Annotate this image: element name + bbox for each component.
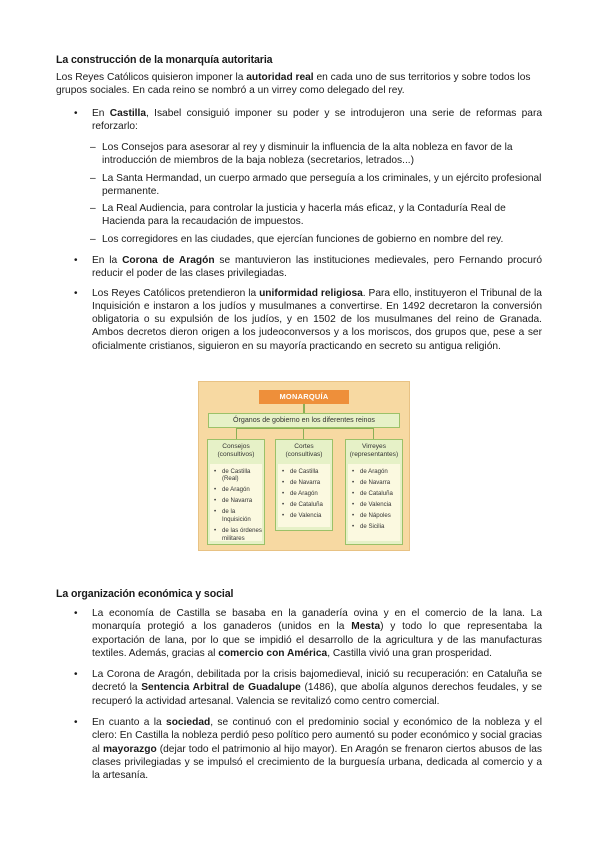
connector-line (236, 428, 374, 429)
monarquia-bullets-1 (56, 107, 542, 134)
bold-uniformidad: uniformidad religiosa (259, 287, 363, 299)
text: , Isabel consiguió imponer su poder y se introdujeron una serie de reformas para reforzarlo: (92, 108, 542, 133)
dash-item (90, 233, 542, 246)
list-item: • de Navarra (278, 479, 330, 487)
text: ) y todo lo que representaba la exportación de lana, por lo que se impidió el desarrollo de la agricultura y de las manufacturas textiles. Además, gracias al (92, 621, 542, 659)
intro-text-end: en cada uno de sus territorios y sobre todos los grupos sociales. En cada reino se nombró a un virrey como delegado del rey. (56, 72, 531, 97)
list-item: • de las órdenes militares (210, 527, 262, 542)
diagram-column-cortes (275, 439, 333, 531)
dash-item (90, 141, 542, 168)
list-item: • de Navarra (210, 497, 262, 505)
text: , Castilla vivió una gran prosperidad. (327, 647, 492, 659)
column-subtitle: (consultivos) (217, 451, 255, 458)
column-title: Virreyes (361, 443, 387, 450)
column-subtitle: (representantes) (349, 451, 399, 458)
bold-castilla: Castilla (109, 108, 146, 119)
section-title-economia: La organización económica y social (56, 588, 234, 600)
list-item: • de Valencia (278, 512, 330, 520)
bold-comercio-america: comercio con América (218, 647, 328, 659)
column-body (348, 464, 400, 541)
bold-corona-aragon: Corona de Aragón (122, 255, 215, 266)
list-item: • de Aragón (278, 490, 330, 498)
column-subtitle: (consultivas) (285, 451, 323, 458)
column-header (276, 440, 332, 462)
text: se mantuvieron las instituciones medievales, pero Fernando procuró reducir el poder de las clases privilegiadas. (92, 255, 542, 280)
column-title: Cortes (294, 443, 314, 450)
dash-mark: – (90, 172, 96, 184)
text: En (92, 108, 110, 119)
bold-sentencia-guadalupe: Sentencia Arbitral de Guadalupe (141, 682, 301, 694)
monarquia-bullets-2 (56, 254, 542, 353)
dash-text: Los Consejos para asesorar al rey y disminuir la influencia de la alta nobleza en favor de la introducción de miembros de la baja nobleza (secretarios, letrados...) (102, 142, 513, 167)
text: , se continuó con el predominio social y económico de la nobleza y el clero: En Castilla la nobleza perdió peso político pero aumentó su poder económico y social gracias al (92, 717, 542, 755)
list-item: • de Valencia (348, 501, 400, 509)
dash-text: La Santa Hermandad, un cuerpo armado que perseguía a los criminales, y un ejército profesional permanente. (102, 172, 542, 197)
connector-line (303, 404, 305, 413)
list-item: • de Aragón (210, 486, 262, 494)
dash-item (90, 172, 542, 199)
list-item: • de Nápoles (348, 512, 400, 520)
dash-item (90, 202, 542, 229)
list-item: • de Cataluña (348, 490, 400, 498)
economia-bullets (56, 607, 542, 783)
list-item: • de Navarra (348, 479, 400, 487)
dash-mark: – (90, 233, 96, 245)
column-title: Consejos (222, 443, 250, 450)
text: La economía de Castilla se basaba en la ganadería ovina y en el comercio de la lana. La monarquía protegió a los ganaderos (unidos en la (92, 608, 542, 633)
column-body (210, 464, 262, 541)
text: . Para ello, instituyeron el Tribunal de la Inquisición e instaron a los judíos y musulmanes a convertirse. En 1492 decretaron la conversión obligatoria o su expulsión de los judíos, y en 1502 de los musulmanes del reino de Granada. Ambos decretos dieron origen a los judeoconversos y a los moriscos, dos grupos que, pese a ser oficialmente cristianos, siguieron en su mayoría practicando en secreto su antigua religión. (92, 287, 542, 352)
column-header (208, 440, 264, 462)
connector-line (236, 428, 237, 439)
bullet-castilla-economia (56, 607, 542, 660)
list-item: • de Castilla (Real) (210, 468, 262, 483)
bold-mesta: Mesta (351, 621, 381, 633)
dash-mark: – (90, 203, 96, 215)
dash-text: Los corregidores en las ciudades, que ejercían funciones de gobierno en nombre del rey. (102, 233, 504, 245)
text: (dejar todo el patrimonio al hijo mayor). En Aragón se frenaron ciertos abusos de las clases privilegiadas y se impulsó el crecimiento de la burguesía urbana, dedicada al comercio y a la artesanía. (92, 743, 542, 782)
text: (1486), que abolía algunos derechos feudales, y se recuperó la actividad artesanal. Valencia se revitalizó como centro comercial. (92, 682, 542, 707)
bullet-religion (56, 287, 542, 353)
connector-line (303, 428, 304, 439)
text: La Corona de Aragón, debilitada por la crisis bajomedieval, inició su recuperación: en Cataluña se decretó la (92, 669, 542, 694)
list-item: • de Aragón (348, 468, 400, 476)
bold-mayorazgo: mayorazgo (102, 743, 157, 755)
reform-dash-list (56, 141, 542, 246)
list-item: • de Sicilia (348, 523, 400, 531)
intro-text: Los Reyes Católicos quisieron imponer la (56, 72, 247, 83)
column-body (278, 464, 330, 527)
diagram-column-consejos (207, 439, 265, 545)
column-header (346, 440, 402, 462)
bullet-aragon (56, 254, 542, 281)
dash-mark: – (90, 142, 96, 153)
intro-bold: autoridad real (246, 72, 314, 83)
list-item: • de la Inquisición (210, 508, 262, 523)
diagram-monarquia-box: MONARQUÍA (259, 390, 349, 404)
diagram-column-virreyes (345, 439, 403, 545)
intro-paragraph (56, 71, 542, 98)
bullet-aragon-economia (56, 668, 542, 708)
list-item: • de Cataluña (278, 501, 330, 509)
diagram-organos-box: Órganos de gobierno en los diferentes reinos (208, 413, 400, 428)
text: En cuanto a la (92, 717, 167, 729)
bullet-sociedad (56, 716, 542, 782)
bold-sociedad: sociedad (166, 717, 211, 729)
bullet-castilla (56, 107, 542, 134)
dash-text: La Real Audiencia, para controlar la justicia y hacerla más eficaz, y la Contaduría Real de Hacienda para la recaudación de impuestos. (102, 203, 506, 228)
monarquia-diagram (198, 381, 410, 551)
text: En la (92, 255, 123, 266)
list-item: • de Castilla (278, 468, 330, 476)
connector-line (373, 428, 374, 439)
section-title-monarquia: La construcción de la monarquía autoritaria (56, 54, 273, 66)
text: Los Reyes Católicos pretendieron la (92, 287, 260, 299)
